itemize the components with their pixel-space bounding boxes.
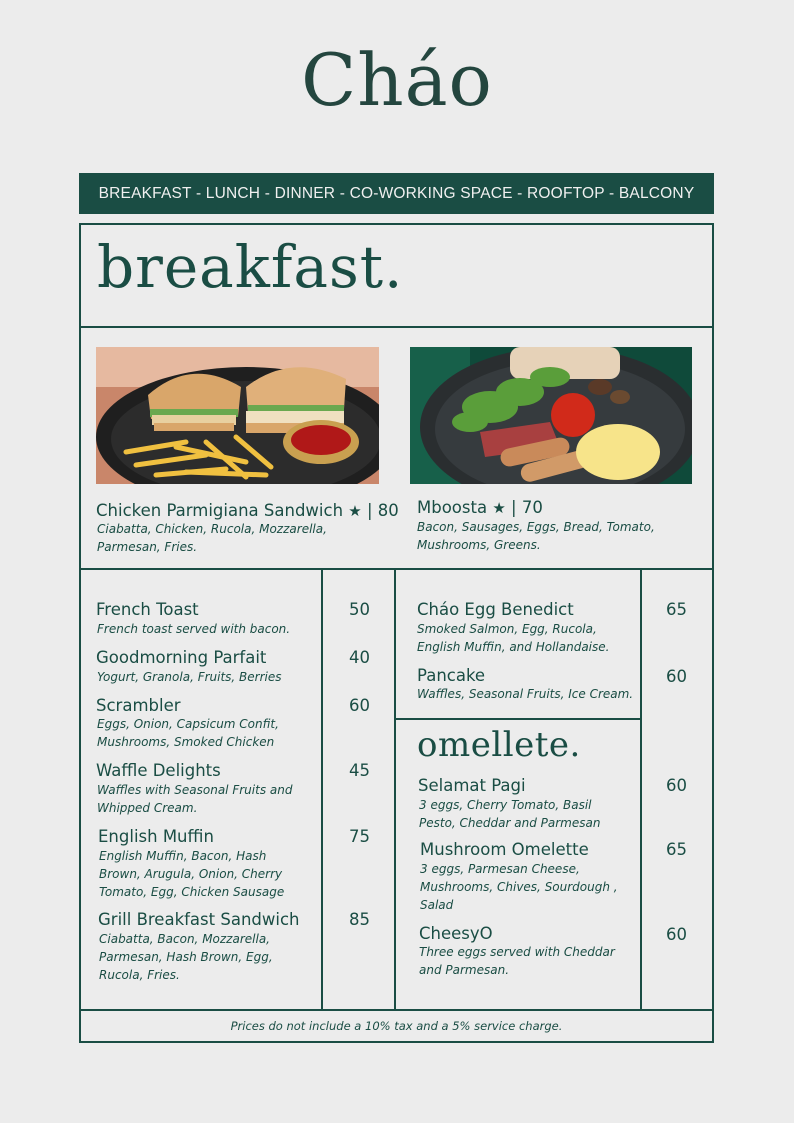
menu-item-price: 50 bbox=[349, 600, 370, 619]
menu-item-name: Grill Breakfast Sandwich bbox=[98, 910, 300, 929]
section-title-breakfast: breakfast. bbox=[97, 233, 404, 301]
divider-omelette-section bbox=[396, 718, 642, 720]
featured-item-title: Chicken Parmigiana Sandwich bbox=[96, 501, 344, 520]
menu-item-price: 60 bbox=[666, 925, 687, 944]
menu-item-price: 60 bbox=[349, 696, 370, 715]
menu-item-name: Selamat Pagi bbox=[418, 776, 526, 795]
menu-item-price: 40 bbox=[349, 648, 370, 667]
menu-item-name: CheesyO bbox=[419, 924, 493, 943]
featured-item-price: | 80 bbox=[367, 501, 399, 520]
services-banner: BREAKFAST - LUNCH - DINNER - CO-WORKING SPACE - ROOFTOP - BALCONY bbox=[79, 173, 714, 214]
menu-item-description: 3 eggs, Cherry Tomato, Basil Pesto, Cheddar and Parmesan bbox=[419, 798, 601, 830]
menu-item-description: Ciabatta, Bacon, Mozzarella, Parmesan, Hash Brown, Egg, Rucola, Fries. bbox=[99, 932, 273, 982]
menu-item-price: 65 bbox=[666, 840, 687, 859]
menu-item-price: 60 bbox=[666, 776, 687, 795]
menu-item-name: Mushroom Omelette bbox=[420, 840, 589, 859]
menu-item-name: Scrambler bbox=[96, 696, 181, 715]
menu-item-price: 60 bbox=[666, 667, 687, 686]
divider-left-price-column bbox=[321, 570, 323, 1009]
menu-item-name: English Muffin bbox=[98, 827, 214, 846]
menu-item-price: 75 bbox=[349, 827, 370, 846]
divider-title bbox=[79, 326, 714, 328]
menu-item-description: French toast served with bacon. bbox=[97, 622, 291, 636]
featured-item-description: Ciabatta, Chicken, Rucola, Mozzarella, Parmesan, Fries. bbox=[97, 522, 327, 554]
featured-item-name bbox=[417, 498, 543, 517]
divider-featured bbox=[79, 568, 714, 570]
featured-item-price: | 70 bbox=[511, 498, 543, 517]
menu-item-description: Yogurt, Granola, Fruits, Berries bbox=[97, 670, 282, 684]
menu-item-name: Goodmorning Parfait bbox=[96, 648, 267, 667]
menu-item-name: Pancake bbox=[417, 666, 486, 685]
menu-item-description: Three eggs served with Cheddar and Parmesan. bbox=[419, 945, 615, 977]
section-title-omelette: omellete. bbox=[417, 725, 581, 765]
menu-item-name: French Toast bbox=[96, 600, 199, 619]
menu-item-name: Cháo Egg Benedict bbox=[417, 600, 574, 619]
star-icon: ★ bbox=[348, 502, 362, 520]
divider-right-price-column bbox=[640, 570, 642, 1009]
menu-item-description: Smoked Salmon, Egg, Rucola, English Muffin, and Hollandaise. bbox=[417, 622, 610, 654]
featured-item-name bbox=[96, 501, 399, 520]
divider-footer bbox=[79, 1009, 714, 1011]
menu-item-description: Eggs, Onion, Capsicum Confit, Mushrooms, Smoked Chicken bbox=[97, 717, 279, 749]
divider-center-column bbox=[394, 570, 396, 1009]
star-icon: ★ bbox=[492, 499, 506, 517]
brand-logo: Cháo bbox=[301, 38, 493, 122]
mboosta-photo bbox=[410, 347, 692, 484]
price-disclaimer: Prices do not include a 10% tax and a 5% service charge. bbox=[230, 1019, 563, 1033]
menu-item-description: Waffles, Seasonal Fruits, Ice Cream. bbox=[417, 687, 634, 701]
menu-item-description: 3 eggs, Parmesan Cheese, Mushrooms, Chives, Sourdough , Salad bbox=[420, 862, 618, 912]
menu-item-price: 65 bbox=[666, 600, 687, 619]
menu-item-name: Waffle Delights bbox=[96, 761, 221, 780]
menu-item-price: 85 bbox=[349, 910, 370, 929]
featured-item-description: Bacon, Sausages, Eggs, Bread, Tomato, Mushrooms, Greens. bbox=[417, 520, 655, 552]
menu-item-description: Waffles with Seasonal Fruits and Whipped Cream. bbox=[97, 783, 293, 815]
menu-item-description: English Muffin, Bacon, Hash Brown, Arugula, Onion, Cherry Tomato, Egg, Chicken Sausage bbox=[99, 849, 285, 899]
menu-item-price: 45 bbox=[349, 761, 370, 780]
chicken-sandwich-photo bbox=[96, 347, 379, 484]
featured-item-title: Mboosta bbox=[417, 498, 488, 517]
